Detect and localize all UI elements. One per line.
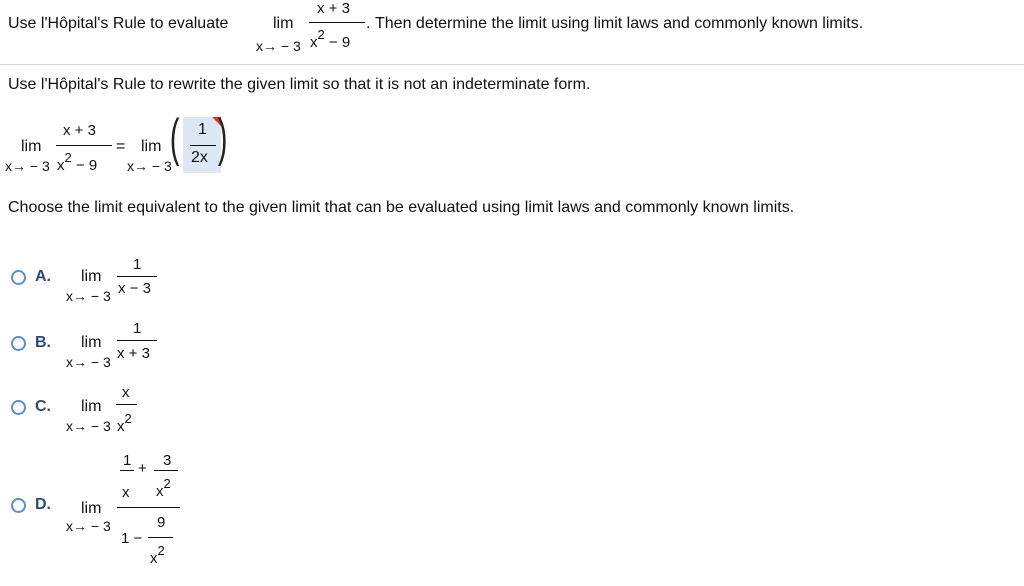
answer-denominator[interactable]: 2x [191, 149, 208, 166]
option-c-radio[interactable] [11, 400, 26, 415]
option-a-label[interactable]: A. [35, 268, 51, 285]
option-a-radio[interactable] [11, 270, 26, 285]
option-d-term1-denominator: x [122, 484, 130, 501]
option-a-lim: lim [81, 268, 102, 285]
step1-instruction: Use l'Hôpital's Rule to rewrite the given limit so that it is not an indeterminate form. [8, 76, 591, 93]
option-d-term2-numerator: 3 [163, 452, 172, 469]
option-b-lim: lim [81, 334, 102, 351]
answer-fraction-bar [190, 145, 216, 146]
equals-sign: = [116, 138, 126, 155]
option-b-denominator: x + 3 [117, 345, 150, 362]
option-c-fraction-bar [116, 404, 137, 405]
right-paren: ) [217, 109, 228, 167]
option-a-limit-under: x→ − 3 [66, 288, 111, 304]
option-c-numerator: x [122, 384, 130, 401]
step1-limit-under: x→ − 3 [5, 158, 50, 174]
option-c-lim: lim [81, 398, 102, 415]
option-d-term2-denominator: $x^2$ [156, 476, 171, 500]
step1-lim: lim [21, 138, 42, 155]
option-d-radio[interactable] [11, 498, 26, 513]
question-suffix: Then determine the limit using limit laws and commonly known limits. [375, 15, 864, 32]
question-limit-under: x→ − 3 [256, 38, 301, 54]
step1-fraction-bar [56, 145, 112, 146]
option-d-term1-numerator: 1 [123, 452, 132, 469]
option-d-label[interactable]: D. [35, 496, 51, 513]
option-d-one-minus: 1 − [121, 530, 143, 547]
question-fraction-bar [309, 22, 365, 23]
left-paren: ( [169, 109, 180, 167]
option-c-label[interactable]: C. [35, 398, 51, 415]
step1-rhs-lim: lim [141, 138, 162, 155]
question-numerator: x + 3 [317, 0, 350, 17]
option-b-limit-under: x→ − 3 [66, 354, 111, 370]
option-c-limit-under: x→ − 3 [66, 418, 111, 434]
step1-numerator: x + 3 [63, 122, 96, 139]
step1-denominator: $x^2 - 9$ [57, 150, 98, 174]
option-d-term2-bar [154, 470, 178, 471]
answer-numerator[interactable]: 1 [198, 121, 207, 138]
option-d-limit-under: x→ − 3 [66, 518, 111, 534]
option-d-term3-bar [148, 537, 173, 538]
step1-rhs-limit-under: x→ − 3 [127, 158, 172, 174]
question-period: . [366, 15, 371, 32]
option-b-label[interactable]: B. [35, 334, 51, 351]
question-denominator: $x^2 - 9$ [310, 27, 351, 51]
option-d-term3-denominator: $x^2$ [150, 543, 165, 567]
option-d-lim: lim [81, 500, 102, 517]
option-b-fraction-bar [117, 340, 157, 341]
option-d-term1-bar [120, 470, 134, 471]
option-b-numerator: 1 [133, 320, 142, 337]
step2-instruction: Choose the limit equivalent to the given limit that can be evaluated using limit laws and commonly known limits. [8, 199, 795, 216]
option-d-term3-numerator: 9 [157, 514, 166, 531]
option-a-numerator: 1 [133, 256, 142, 273]
question-lim: lim [273, 15, 294, 32]
option-a-fraction-bar [117, 276, 157, 277]
option-d-plus: + [138, 460, 147, 477]
option-a-denominator: x − 3 [118, 280, 151, 297]
section-divider [0, 64, 1024, 65]
option-b-radio[interactable] [11, 336, 26, 351]
question-prefix: Use l'Hôpital's Rule to evaluate [8, 15, 229, 32]
option-c-denominator: $x^2$ [117, 411, 132, 435]
option-d-main-bar [117, 507, 180, 508]
